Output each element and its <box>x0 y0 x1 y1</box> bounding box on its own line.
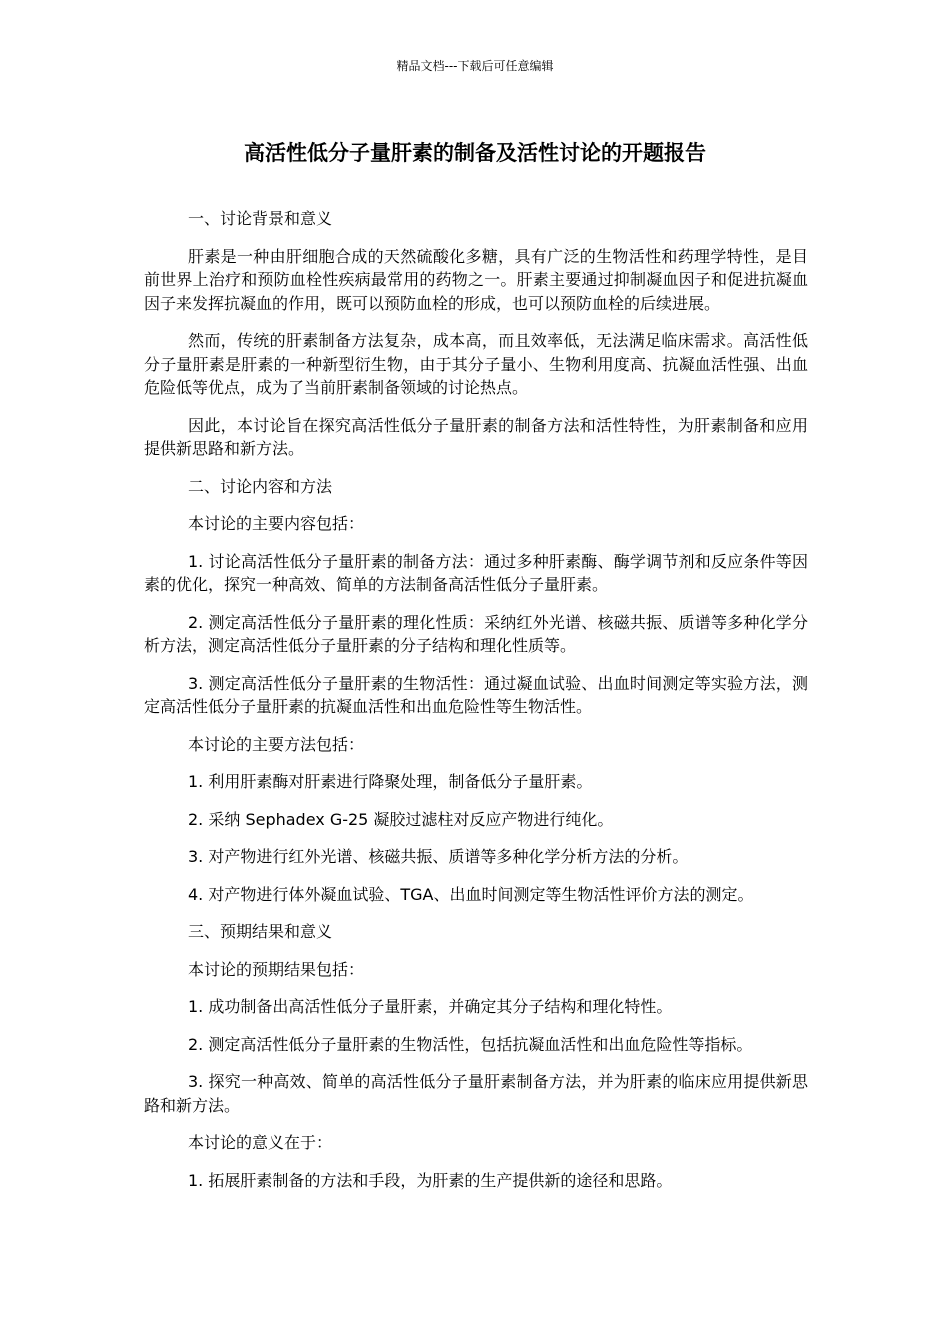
list-item-content-1: 1. 讨论高活性低分子量肝素的制备方法：通过多种肝素酶、酶学调节剂和反应条件等因素的优化，探究一种高效、简单的方法制备高活性低分子量肝素。 <box>144 551 808 594</box>
list-item-result-3: 3. 探究一种高效、简单的高活性低分子量肝素制备方法，并为肝素的临床应用提供新思路和新方法。 <box>144 1072 808 1115</box>
list-item-result-2: 2. 测定高活性低分子量肝素的生物活性，包括抗凝血活性和出血危险性等指标。 <box>188 1034 753 1054</box>
list-item-content-2: 2. 测定高活性低分子量肝素的理化性质：采纳红外光谱、核磁共振、质谱等多种化学分析方法，测定高活性低分子量肝素的分子结构和理化性质等。 <box>144 612 808 655</box>
paragraph-expected-results-intro: 本讨论的预期结果包括： <box>188 959 365 979</box>
paragraph-traditional-methods: 然而，传统的肝素制备方法复杂，成本高，而且效率低，无法满足临床需求。高活性低分子量肝素是肝素的一种新型衍生物，由于其分子量小、生物利用度高、抗凝血活性强、出血危险低等优点，成为了当前肝素制备领域的讨论热点。 <box>144 331 808 397</box>
paragraph-main-content-intro: 本讨论的主要内容包括： <box>188 514 365 533</box>
list-item-method-3: 3. 对产物进行红外光谱、核磁共振、质谱等多种化学分析方法的分析。 <box>188 847 689 866</box>
paragraph-heparin-intro: 肝素是一种由肝细胞合成的天然硫酸化多糖，具有广泛的生物活性和药理学特性，是目前世界上治疗和预防血栓性疾病最常用的药物之一。肝素主要通过抑制凝血因子和促进抗凝血因子来发挥抗凝血的作用，既可以预防血栓的形成，也可以预防血栓的后续进展。 <box>144 246 808 313</box>
section-heading-content-methods: 二、讨论内容和方法 <box>188 476 333 496</box>
document-title: 高活性低分子量肝素的制备及活性讨论的开题报告 <box>244 141 706 165</box>
list-item-content-3: 3. 测定高活性低分子量肝素的生物活性：通过凝血试验、出血时间测定等实验方法，测定高活性低分子量肝素的抗凝血活性和出血危险性等生物活性。 <box>144 673 808 716</box>
document-body <box>144 207 808 1206</box>
list-item-method-1: 1. 利用肝素酶对肝素进行降聚处理，制备低分子量肝素。 <box>188 772 593 791</box>
list-item-significance-1: 1. 拓展肝素制备的方法和手段，为肝素的生产提供新的途径和思路。 <box>188 1170 673 1190</box>
section-heading-background: 一、讨论背景和意义 <box>188 209 333 228</box>
list-item-method-4: 4. 对产物进行体外凝血试验、TGA、出血时间测定等生物活性评价方法的测定。 <box>188 884 754 904</box>
paragraph-main-methods-intro: 本讨论的主要方法包括： <box>188 734 365 754</box>
list-item-result-1: 1. 成功制备出高活性低分子量肝素，并确定其分子结构和理化特性。 <box>188 997 673 1016</box>
section-heading-expected-results: 三、预期结果和意义 <box>188 922 333 941</box>
paragraph-significance-intro: 本讨论的意义在于： <box>188 1133 333 1152</box>
page-header: 精品文档---下载后可任意编辑 <box>396 59 554 73</box>
paragraph-research-aim: 因此，本讨论旨在探究高活性低分子量肝素的制备方法和活性特性，为肝素制备和应用提供新思路和新方法。 <box>144 415 808 458</box>
list-item-method-2: 2. 采纳 Sephadex G-25 凝胶过滤柱对反应产物进行纯化。 <box>188 809 614 829</box>
